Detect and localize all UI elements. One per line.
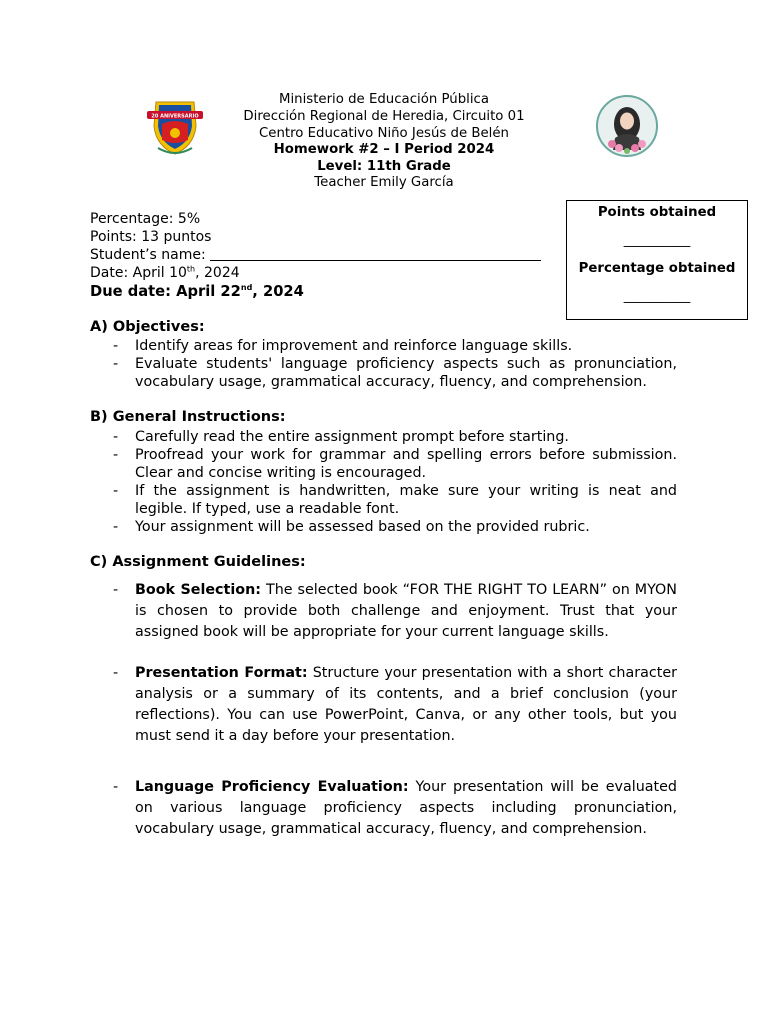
student-name-field[interactable] (210, 246, 541, 261)
guideline-body: Structure your presentation with a short character analysis or a summary of its contents, and a brief conclusion (your reflections). You can use PowerPoint, Canva, or any other tools, but you must send it a day before your presentation. (135, 665, 677, 744)
points-obtained-label: Points obtained (597, 205, 717, 220)
guideline-label: Presentation Format: (135, 665, 308, 681)
header-homework-title: Homework #2 – I Period 2024 (273, 142, 495, 157)
points-obtained-blank[interactable]: __________ (623, 233, 691, 248)
guideline-label: Book Selection: (135, 582, 261, 598)
saint-portrait-emblem (595, 94, 659, 158)
due-date-sup: nd (240, 283, 253, 293)
logo-banner-text: 20 ANIVERSARIO (151, 113, 199, 120)
objective-text: Identify areas for improvement and reinforce language skills. (135, 338, 573, 354)
header-teacher: Teacher Emily García (314, 175, 454, 190)
guideline-text (135, 580, 677, 643)
student-name-row (90, 246, 560, 264)
due-date-line (90, 283, 304, 301)
instruction-text: Your assignment will be assessed based on the provided rubric. (135, 519, 590, 535)
due-date-prefix: Due date: April 22 (90, 283, 241, 300)
objectives-heading: A) Objectives: (90, 319, 205, 335)
percentage-value: Percentage: 5% (90, 211, 201, 227)
bullet-dash: - (113, 779, 119, 795)
header-level: Level: 11th Grade (317, 159, 451, 174)
guidelines-heading: C) Assignment Guidelines: (90, 554, 306, 570)
guideline-text (135, 777, 677, 840)
date-suffix-sup: th (186, 264, 196, 274)
bullet-dash: - (113, 429, 119, 445)
header-ministry: Ministerio de Educación Pública (278, 92, 489, 107)
bullet-dash: - (113, 519, 119, 535)
school-anniversary-logo (144, 96, 206, 158)
header-regional-office: Dirección Regional de Heredia, Circuito 01 (243, 109, 525, 124)
bullet-dash: - (113, 447, 119, 463)
guideline-body: Your presentation will be evaluated on various language proficiency aspects including pronunciation, vocabulary usage, grammatical accuracy, fluency, and comprehension. (135, 779, 677, 837)
objective-text: Evaluate students' language proficiency aspects such as pronunciation, vocabulary usage, grammatical accuracy, fluency, and comprehension. (135, 356, 677, 390)
bullet-dash: - (113, 338, 119, 354)
date-year: , 2024 (195, 265, 240, 281)
guideline-text (135, 663, 677, 747)
instructions-heading: B) General Instructions: (90, 409, 286, 425)
due-date-year: , 2024 (252, 283, 304, 300)
instruction-text: Proofread your work for grammar and spelling errors before submission. Clear and concise writing is encouraged. (135, 447, 677, 481)
guideline-label: Language Proficiency Evaluation: (135, 779, 409, 795)
bullet-dash: - (113, 483, 119, 499)
student-name-label: Student’s name: (90, 247, 211, 263)
bullet-dash: - (113, 665, 119, 681)
date-line (90, 264, 240, 282)
percentage-obtained-label: Percentage obtained (578, 261, 736, 276)
points-value: Points: 13 puntos (90, 229, 212, 245)
header-school-name: Centro Educativo Niño Jesús de Belén (258, 126, 509, 141)
score-box (566, 200, 748, 320)
instruction-text: Carefully read the entire assignment prompt before starting. (135, 429, 569, 445)
date-prefix: Date: April 10 (90, 265, 187, 281)
bullet-dash: - (113, 356, 119, 372)
percentage-obtained-blank[interactable]: __________ (623, 289, 691, 304)
bullet-dash: - (113, 582, 119, 598)
instruction-text: If the assignment is handwritten, make sure your writing is neat and legible. If typed, use a readable font. (135, 483, 677, 517)
guideline-body: The selected book “FOR THE RIGHT TO LEARN” on MYON is chosen to provide both challenge and enjoyment. Trust that your assigned book will be appropriate for your current language skills. (135, 582, 678, 640)
